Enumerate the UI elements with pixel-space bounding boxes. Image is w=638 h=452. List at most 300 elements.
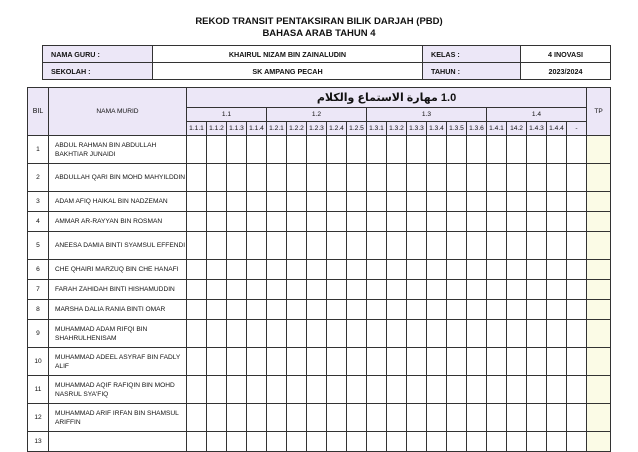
student-name: ANEESA DAMIA BINTI SYAMSUL EFFENDI (49, 232, 187, 260)
score-cell[interactable] (387, 164, 407, 192)
score-cell[interactable] (567, 376, 587, 404)
score-cell[interactable] (307, 164, 327, 192)
score-cell[interactable] (227, 260, 247, 280)
student-name: MUHAMMAD AQIF RAFIQIN BIN MOHD NASRUL SYA'FIQ (49, 376, 187, 404)
score-cell[interactable] (487, 232, 507, 260)
score-cell[interactable] (447, 280, 467, 300)
score-cell[interactable] (227, 376, 247, 404)
score-cell[interactable] (427, 260, 447, 280)
score-cell[interactable] (447, 136, 467, 164)
sub-item-header: 1.3.6 (467, 122, 487, 136)
sub-item-header: 1.1.1 (187, 122, 207, 136)
score-cell[interactable] (467, 300, 487, 320)
score-cell[interactable] (467, 136, 487, 164)
tp-cell[interactable] (587, 300, 611, 320)
sub-item-header: 1.4.4 (547, 122, 567, 136)
score-cell[interactable] (307, 192, 327, 212)
score-cell[interactable] (547, 164, 567, 192)
score-cell[interactable] (387, 280, 407, 300)
score-cell[interactable] (447, 320, 467, 348)
score-cell[interactable] (427, 320, 447, 348)
score-cell[interactable] (447, 404, 467, 432)
score-cell[interactable] (427, 212, 447, 232)
tp-cell[interactable] (587, 404, 611, 432)
score-cell[interactable] (427, 376, 447, 404)
student-number: 10 (28, 348, 49, 376)
score-cell[interactable] (527, 280, 547, 300)
score-cell[interactable] (447, 192, 467, 212)
score-cell[interactable] (207, 192, 227, 212)
tp-cell[interactable] (587, 280, 611, 300)
score-cell[interactable] (507, 320, 527, 348)
score-cell[interactable] (187, 280, 207, 300)
score-cell[interactable] (467, 232, 487, 260)
score-cell[interactable] (347, 136, 367, 164)
score-cell[interactable] (327, 164, 347, 192)
tp-cell[interactable] (587, 212, 611, 232)
score-cell[interactable] (467, 164, 487, 192)
score-cell[interactable] (327, 320, 347, 348)
score-cell[interactable] (487, 136, 507, 164)
sub-item-header: 1.3.4 (427, 122, 447, 136)
score-cell[interactable] (307, 404, 327, 432)
score-cell[interactable] (347, 348, 367, 376)
score-cell[interactable] (527, 260, 547, 280)
score-cell[interactable] (427, 232, 447, 260)
score-cell[interactable] (427, 404, 447, 432)
score-cell[interactable] (287, 136, 307, 164)
score-cell[interactable] (487, 320, 507, 348)
score-cell[interactable] (267, 164, 287, 192)
sub-item-header: 1.3.1 (367, 122, 387, 136)
score-cell[interactable] (187, 260, 207, 280)
student-name: MUHAMMAD ARIF IRFAN BIN SHAMSUL ARIFFIN (49, 404, 187, 432)
score-cell[interactable] (367, 192, 387, 212)
score-cell[interactable] (327, 404, 347, 432)
score-cell[interactable] (367, 300, 387, 320)
score-cell[interactable] (427, 348, 447, 376)
assessment-grid (27, 87, 611, 452)
score-cell[interactable] (387, 404, 407, 432)
score-cell[interactable] (347, 300, 367, 320)
score-cell[interactable] (227, 212, 247, 232)
score-cell[interactable] (227, 164, 247, 192)
score-cell[interactable] (567, 320, 587, 348)
score-cell[interactable] (427, 280, 447, 300)
score-cell[interactable] (487, 192, 507, 212)
student-number: 5 (28, 232, 49, 260)
score-cell[interactable] (287, 192, 307, 212)
score-cell[interactable] (267, 348, 287, 376)
student-row (28, 136, 611, 164)
score-cell[interactable] (487, 212, 507, 232)
score-cell[interactable] (207, 320, 227, 348)
score-cell[interactable] (407, 300, 427, 320)
score-cell[interactable] (527, 212, 547, 232)
score-cell[interactable] (447, 260, 467, 280)
group-header: 1.2 (267, 108, 367, 122)
score-cell[interactable] (547, 348, 567, 376)
score-cell[interactable] (187, 376, 207, 404)
score-cell[interactable] (207, 212, 227, 232)
score-cell[interactable] (227, 280, 247, 300)
score-cell[interactable] (447, 376, 467, 404)
student-row (28, 376, 611, 404)
score-cell[interactable] (427, 136, 447, 164)
score-cell[interactable] (407, 280, 427, 300)
student-row (28, 232, 611, 260)
score-cell[interactable] (367, 348, 387, 376)
score-cell[interactable] (387, 232, 407, 260)
score-cell[interactable] (247, 212, 267, 232)
score-cell[interactable] (367, 320, 387, 348)
score-cell[interactable] (347, 376, 367, 404)
score-cell[interactable] (267, 232, 287, 260)
score-cell[interactable] (187, 404, 207, 432)
score-cell[interactable] (467, 320, 487, 348)
teacher-info-table (42, 45, 611, 80)
score-cell[interactable] (327, 280, 347, 300)
score-cell[interactable] (567, 280, 587, 300)
score-cell[interactable] (507, 232, 527, 260)
student-number: 8 (28, 300, 49, 320)
score-cell[interactable] (187, 164, 207, 192)
score-cell[interactable] (307, 376, 327, 404)
score-cell[interactable] (447, 212, 467, 232)
score-cell[interactable] (207, 232, 227, 260)
score-cell[interactable] (467, 376, 487, 404)
report-subtitle: BAHASA ARAB TAHUN 4 (262, 28, 376, 39)
score-cell[interactable] (547, 300, 567, 320)
score-cell[interactable] (287, 260, 307, 280)
score-cell[interactable] (467, 192, 487, 212)
student-row (28, 280, 611, 300)
student-number: 9 (28, 320, 49, 348)
score-cell[interactable] (307, 232, 327, 260)
score-cell[interactable] (407, 376, 427, 404)
student-name: CHE QHAIRI MARZUQ BIN CHE HANAFI (49, 260, 187, 280)
student-name: FARAH ZAHIDAH BINTI HISHAMUDDIN (49, 280, 187, 300)
score-cell[interactable] (347, 260, 367, 280)
score-cell[interactable] (287, 164, 307, 192)
score-cell[interactable] (307, 300, 327, 320)
score-cell[interactable] (267, 192, 287, 212)
score-cell[interactable] (347, 320, 367, 348)
school-label: SEKOLAH : (43, 63, 153, 80)
score-cell[interactable] (427, 192, 447, 212)
score-cell[interactable] (527, 300, 547, 320)
score-cell[interactable] (187, 232, 207, 260)
score-cell[interactable] (327, 260, 347, 280)
score-cell[interactable] (327, 192, 347, 212)
bil-header: BIL (28, 88, 49, 136)
score-cell[interactable] (187, 320, 207, 348)
score-cell[interactable] (547, 404, 567, 432)
student-name: MARSHA DALIA RANIA BINTI OMAR (49, 300, 187, 320)
score-cell[interactable] (347, 280, 367, 300)
score-cell[interactable] (487, 260, 507, 280)
score-cell[interactable] (567, 300, 587, 320)
group-header: 1.1 (187, 108, 267, 122)
score-cell[interactable] (467, 404, 487, 432)
score-cell[interactable] (287, 212, 307, 232)
score-cell[interactable] (267, 212, 287, 232)
score-cell[interactable] (327, 232, 347, 260)
score-cell[interactable] (207, 280, 227, 300)
score-cell[interactable] (487, 280, 507, 300)
score-cell[interactable] (387, 136, 407, 164)
score-cell[interactable] (207, 348, 227, 376)
score-cell[interactable] (267, 320, 287, 348)
score-cell[interactable] (347, 212, 367, 232)
tp-cell[interactable] (587, 232, 611, 260)
score-cell[interactable] (287, 348, 307, 376)
score-cell[interactable] (387, 192, 407, 212)
score-cell[interactable] (507, 348, 527, 376)
class-value: 4 INOVASI (521, 46, 611, 63)
score-cell[interactable] (407, 404, 427, 432)
score-cell[interactable] (447, 300, 467, 320)
tp-cell[interactable] (587, 348, 611, 376)
score-cell[interactable] (247, 376, 267, 404)
score-cell[interactable] (547, 376, 567, 404)
teacher-name-value: KHAIRUL NIZAM BIN ZAINALUDIN (153, 46, 423, 63)
score-cell[interactable] (367, 212, 387, 232)
score-cell[interactable] (507, 376, 527, 404)
score-cell[interactable] (287, 300, 307, 320)
score-cell[interactable] (287, 280, 307, 300)
score-cell[interactable] (367, 260, 387, 280)
score-cell[interactable] (307, 136, 327, 164)
score-cell[interactable] (467, 212, 487, 232)
sub-item-header: - (567, 122, 587, 136)
student-row (28, 212, 611, 232)
score-cell[interactable] (547, 136, 567, 164)
score-cell[interactable] (207, 164, 227, 192)
score-cell[interactable] (527, 376, 547, 404)
score-cell[interactable] (507, 300, 527, 320)
score-cell[interactable] (407, 192, 427, 212)
score-cell[interactable] (227, 192, 247, 212)
student-number: 12 (28, 404, 49, 432)
score-cell[interactable] (407, 136, 427, 164)
score-cell[interactable] (467, 260, 487, 280)
score-cell[interactable] (187, 136, 207, 164)
score-cell[interactable] (207, 136, 227, 164)
student-number: 1 (28, 136, 49, 164)
score-cell[interactable] (267, 260, 287, 280)
score-cell[interactable] (407, 164, 427, 192)
score-cell[interactable] (227, 348, 247, 376)
score-cell[interactable] (507, 212, 527, 232)
score-cell[interactable] (227, 404, 247, 432)
sub-item-header: 1.3.3 (407, 122, 427, 136)
score-cell[interactable] (387, 260, 407, 280)
score-cell[interactable] (527, 192, 547, 212)
score-cell[interactable] (567, 232, 587, 260)
student-number: 11 (28, 376, 49, 404)
score-cell[interactable] (527, 404, 547, 432)
score-cell[interactable] (247, 348, 267, 376)
score-cell[interactable] (287, 376, 307, 404)
score-cell[interactable] (387, 376, 407, 404)
sub-item-header: 1.4.3 (527, 122, 547, 136)
score-cell[interactable] (567, 348, 587, 376)
score-cell[interactable] (387, 212, 407, 232)
score-cell[interactable] (567, 136, 587, 164)
score-cell[interactable] (547, 232, 567, 260)
student-row (28, 300, 611, 320)
score-cell[interactable] (327, 348, 347, 376)
score-cell[interactable] (247, 404, 267, 432)
score-cell[interactable] (527, 232, 547, 260)
score-cell[interactable] (267, 404, 287, 432)
score-cell[interactable] (267, 136, 287, 164)
score-cell[interactable] (367, 376, 387, 404)
sub-item-header: 1.2.1 (267, 122, 287, 136)
score-cell[interactable] (407, 320, 427, 348)
score-cell[interactable] (247, 192, 267, 212)
score-cell[interactable] (207, 376, 227, 404)
score-cell[interactable] (487, 404, 507, 432)
score-cell[interactable] (547, 192, 567, 212)
score-cell[interactable] (567, 260, 587, 280)
tp-cell[interactable] (587, 260, 611, 280)
score-cell[interactable] (187, 348, 207, 376)
score-cell[interactable] (367, 136, 387, 164)
score-cell[interactable] (547, 280, 567, 300)
score-cell[interactable] (327, 212, 347, 232)
score-cell[interactable] (247, 232, 267, 260)
score-cell[interactable] (487, 164, 507, 192)
score-cell[interactable] (367, 404, 387, 432)
teacher-name-label: NAMA GURU : (43, 46, 153, 63)
tp-cell[interactable] (587, 192, 611, 212)
score-cell[interactable] (327, 300, 347, 320)
score-cell[interactable] (507, 192, 527, 212)
score-cell[interactable] (527, 320, 547, 348)
score-cell[interactable] (527, 164, 547, 192)
score-cell[interactable] (567, 404, 587, 432)
score-cell[interactable] (227, 320, 247, 348)
score-cell[interactable] (247, 260, 267, 280)
score-cell[interactable] (347, 232, 367, 260)
score-cell[interactable] (407, 260, 427, 280)
score-cell[interactable] (267, 280, 287, 300)
sub-item-header: 1.2.5 (347, 122, 367, 136)
score-cell[interactable] (447, 348, 467, 376)
score-cell[interactable] (187, 212, 207, 232)
score-cell[interactable] (267, 376, 287, 404)
score-cell[interactable] (407, 348, 427, 376)
score-cell[interactable] (547, 212, 567, 232)
school-value: SK AMPANG PECAH (153, 63, 423, 80)
score-cell[interactable] (207, 300, 227, 320)
student-name: AMMAR AR-RAYYAN BIN ROSMAN (49, 212, 187, 232)
score-cell[interactable] (307, 260, 327, 280)
score-cell[interactable] (247, 280, 267, 300)
score-cell[interactable] (347, 404, 367, 432)
score-cell[interactable] (427, 164, 447, 192)
score-cell[interactable] (347, 192, 367, 212)
score-cell[interactable] (467, 280, 487, 300)
group-header: 1.3 (367, 108, 487, 122)
score-cell[interactable] (207, 404, 227, 432)
tp-cell[interactable] (587, 136, 611, 164)
score-cell[interactable] (527, 348, 547, 376)
year-label: TAHUN : (423, 63, 521, 80)
score-cell[interactable] (267, 300, 287, 320)
score-cell[interactable] (367, 164, 387, 192)
score-cell[interactable] (447, 164, 467, 192)
score-cell[interactable] (227, 136, 247, 164)
score-cell[interactable] (367, 280, 387, 300)
score-cell[interactable] (247, 320, 267, 348)
score-cell[interactable] (387, 348, 407, 376)
score-cell[interactable] (527, 136, 547, 164)
score-cell[interactable] (287, 320, 307, 348)
report-title: REKOD TRANSIT PENTAKSIRAN BILIK DARJAH (PBD) (195, 16, 443, 27)
score-cell[interactable] (187, 192, 207, 212)
score-cell[interactable] (307, 280, 327, 300)
score-cell[interactable] (367, 232, 387, 260)
score-cell[interactable] (407, 232, 427, 260)
score-cell[interactable] (507, 164, 527, 192)
score-cell[interactable] (227, 232, 247, 260)
score-cell[interactable] (427, 300, 447, 320)
score-cell[interactable] (187, 300, 207, 320)
score-cell[interactable] (567, 212, 587, 232)
score-cell[interactable] (507, 260, 527, 280)
score-cell[interactable] (287, 404, 307, 432)
score-cell[interactable] (507, 404, 527, 432)
student-row (28, 164, 611, 192)
score-cell[interactable] (467, 348, 487, 376)
tp-cell[interactable] (587, 320, 611, 348)
score-cell[interactable] (387, 320, 407, 348)
score-cell[interactable] (567, 192, 587, 212)
score-cell[interactable] (487, 376, 507, 404)
score-cell[interactable] (287, 232, 307, 260)
tp-cell[interactable] (587, 164, 611, 192)
score-cell[interactable] (507, 136, 527, 164)
score-cell[interactable] (207, 260, 227, 280)
score-cell[interactable] (227, 300, 247, 320)
score-cell[interactable] (347, 164, 367, 192)
score-cell[interactable] (327, 376, 347, 404)
score-cell[interactable] (247, 164, 267, 192)
score-cell[interactable] (387, 300, 407, 320)
score-cell[interactable] (307, 348, 327, 376)
score-cell[interactable] (487, 348, 507, 376)
student-number: 3 (28, 192, 49, 212)
score-cell[interactable] (407, 212, 427, 232)
score-cell[interactable] (307, 212, 327, 232)
score-cell[interactable] (247, 136, 267, 164)
student-row (28, 192, 611, 212)
tp-cell[interactable] (587, 376, 611, 404)
score-cell[interactable] (487, 300, 507, 320)
score-cell[interactable] (447, 232, 467, 260)
score-cell[interactable] (547, 320, 567, 348)
score-cell[interactable] (547, 260, 567, 280)
score-cell[interactable] (247, 300, 267, 320)
score-cell[interactable] (567, 164, 587, 192)
score-cell[interactable] (327, 136, 347, 164)
score-cell[interactable] (507, 280, 527, 300)
score-cell[interactable] (307, 320, 327, 348)
sub-item-header: 1.4.1 (487, 122, 507, 136)
